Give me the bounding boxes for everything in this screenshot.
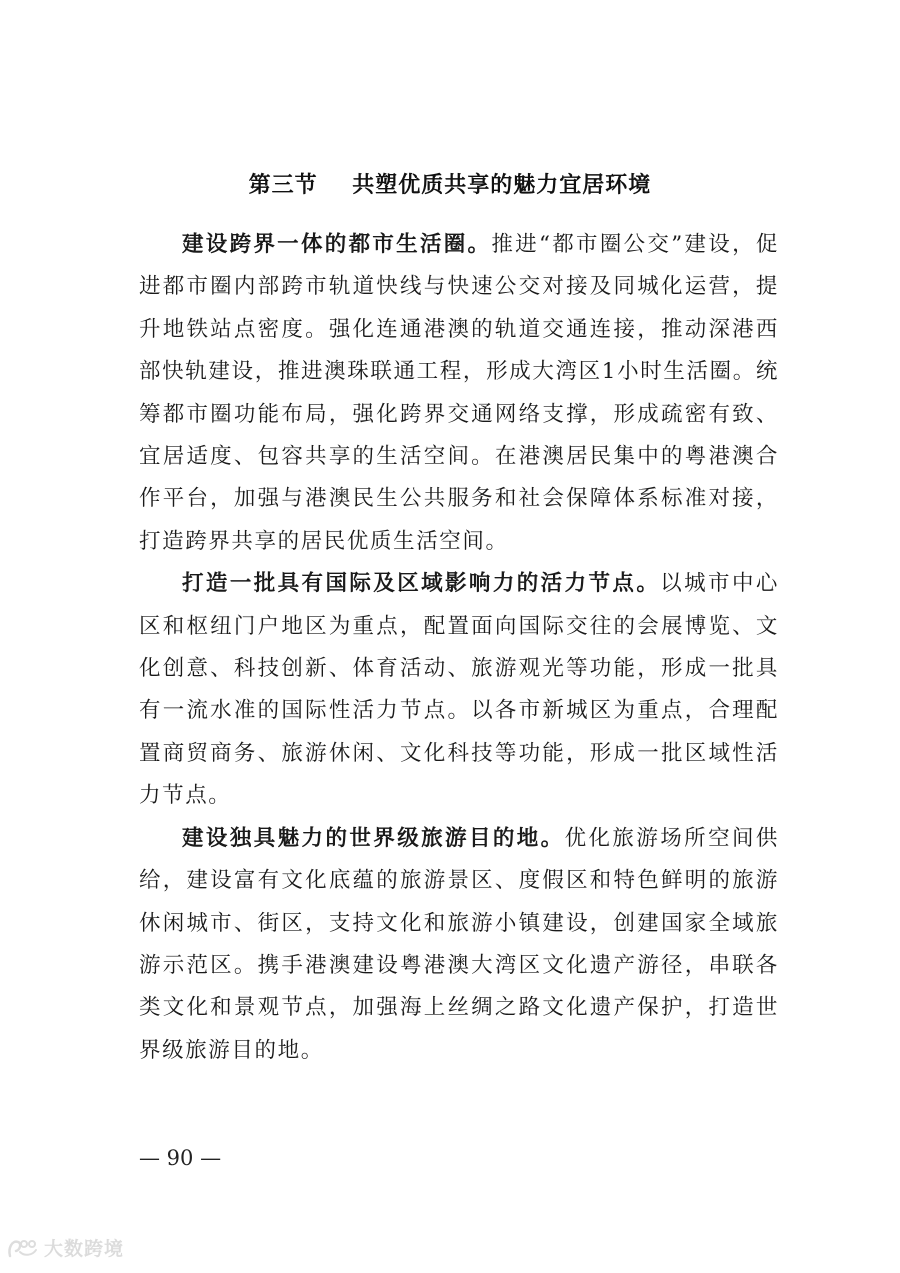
body-text bbox=[139, 224, 779, 1072]
watermark bbox=[6, 1234, 124, 1261]
paragraph-3-lead: 建设独具魅力的世界级旅游目的地。 bbox=[182, 825, 565, 851]
paragraph-1 bbox=[139, 224, 779, 563]
paragraph-2-lead: 打造一批具有国际及区域影响力的活力节点。 bbox=[182, 571, 661, 597]
page-number: — 90 — bbox=[139, 1146, 222, 1170]
watermark-logo-icon bbox=[6, 1236, 40, 1260]
paragraph-2-body: 以城市中心区和枢纽门户地区为重点，配置面向国际交往的会展博览、文化创意、科技创新、体育活动、旅游观光等功能，形成一批具有一流水准的国际性活力节点。以各市新城区为重点，合理配置商贸商务、旅游休闲、文化科技等功能，形成一批区域性活力节点。 bbox=[139, 571, 779, 809]
paragraph-3 bbox=[139, 818, 779, 1072]
paragraph-3-body: 优化旅游场所空间供给，建设富有文化底蕴的旅游景区、度假区和特色鲜明的旅游休闲城市、街区，支持文化和旅游小镇建设，创建国家全域旅游示范区。携手港澳建设粤港澳大湾区文化遗产游径，串联各类文化和景观节点，加强海上丝绸之路文化遗产保护，打造世界级旅游目的地。 bbox=[139, 825, 779, 1063]
watermark-text: 大数跨境 bbox=[44, 1238, 125, 1260]
paragraph-2 bbox=[139, 563, 779, 817]
paragraph-1-lead: 建设跨界一体的都市生活圈。 bbox=[182, 232, 492, 257]
paragraph-1-body: 推进“都市圈公交”建设，促进都市圈内部跨市轨道快线与快速公交对接及同城化运营，提升地铁站点密度。强化连通港澳的轨道交通连接，推动深港西部快轨建设，推进澳珠联通工程，形成大湾区1小时生活圈。统筹都市圈功能布局，强化跨界交通网络支撑，形成疏密有致、宜居适度、包容共享的生活空间。在港澳居民集中的粤港澳合作平台，加强与港澳民生公共服务和社会保障体系标准对接，打造跨界共享的居民优质生活空间。 bbox=[139, 232, 779, 554]
section-title: 第三节 共塑优质共享的魅力宜居环境 bbox=[248, 173, 652, 198]
